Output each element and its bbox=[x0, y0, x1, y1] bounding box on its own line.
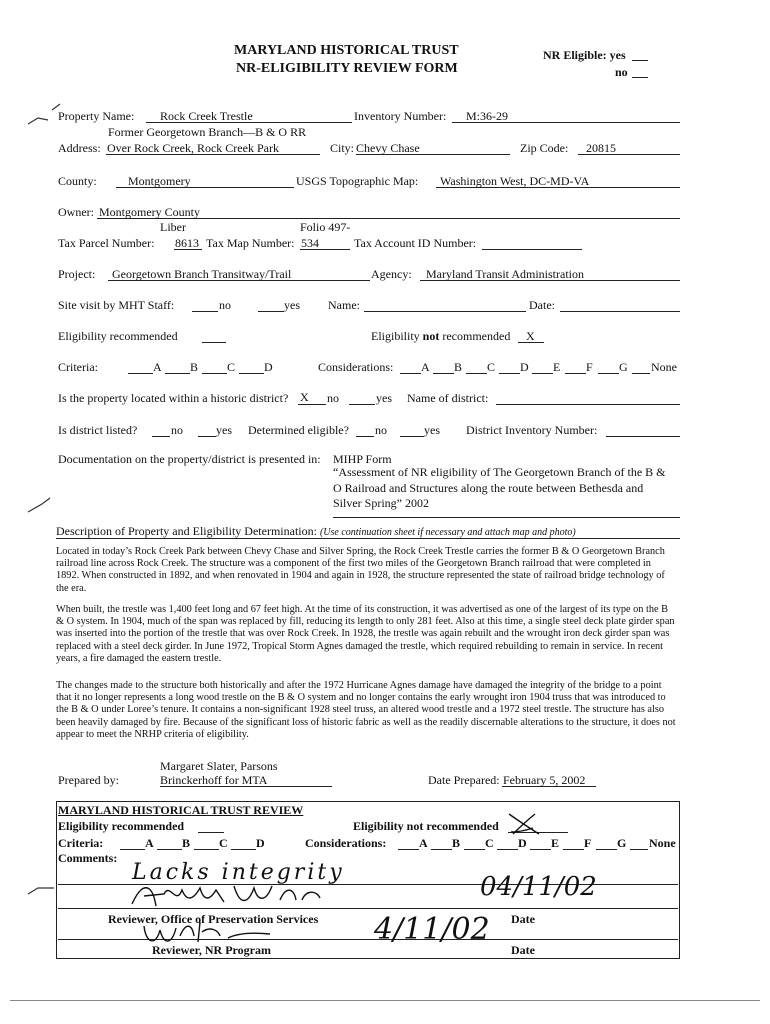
criteria-blank-a[interactable] bbox=[128, 373, 153, 374]
review-consideration-blank-d[interactable] bbox=[497, 849, 518, 850]
description-paragraph-2: When built, the trestle was 1,400 feet long and 67 feet high. At the time of its construction, it was advertised as one of the largest of its type on the B & O system. In 1904, much of the span was replaced by fill, reducing its length to only 281 feet. Also at this time, a single steel deck plate girder span was inserted into the portion of the trestle that was over Rock Creek. In 1928, the trestle was again rebuilt and the wrought iron deck girder span was replaced with a steel deck girder. In June 1972, Tropical Storm Agnes damaged the trestle, which required rebuilding to remain in service. In recent years, a fire damaged the eastern trestle. bbox=[56, 604, 675, 664]
usgs-map-label: USGS Topographic Map: bbox=[296, 174, 419, 188]
review-consideration-blank-c[interactable] bbox=[464, 849, 485, 850]
reviewer-date-handwritten: 04/11/02 bbox=[480, 872, 597, 902]
prepared-by-label: Prepared by: bbox=[58, 773, 119, 787]
city-value[interactable]: Chevy Chase bbox=[356, 141, 420, 155]
address-line bbox=[106, 154, 320, 155]
review-x-mark bbox=[505, 810, 545, 838]
district-name-line[interactable] bbox=[496, 404, 680, 405]
review-none-blank[interactable] bbox=[630, 849, 648, 850]
staff-name-line[interactable] bbox=[364, 311, 526, 312]
margin-mark bbox=[24, 100, 64, 130]
historic-district-no-line bbox=[298, 404, 326, 405]
handwritten-comment: Lacks integrity bbox=[132, 860, 345, 885]
inventory-number-label: Inventory Number: bbox=[354, 109, 447, 123]
review-eligibility-not-recommended: Eligibility not recommended bbox=[353, 819, 499, 833]
review-considerations-none: None bbox=[649, 836, 676, 850]
former-name: Former Georgetown Branch—B & O RR bbox=[108, 125, 307, 139]
consideration-b: B bbox=[454, 360, 463, 374]
visit-date-line[interactable] bbox=[560, 311, 680, 312]
eligibility-not-line bbox=[518, 342, 544, 343]
agency-value[interactable]: Maryland Transit Administration bbox=[426, 267, 585, 281]
address-value[interactable]: Over Rock Creek, Rock Creek Park bbox=[107, 141, 279, 155]
date-prepared-line bbox=[502, 786, 596, 787]
preparer-name-1: Margaret Slater, Parsons bbox=[160, 759, 278, 773]
date-prepared-value: February 5, 2002 bbox=[503, 773, 586, 787]
nr-eligible-no-label: no bbox=[615, 65, 628, 79]
review-consideration-blank-f[interactable] bbox=[563, 849, 584, 850]
review-criteria-d: D bbox=[256, 836, 265, 850]
site-visit-yes-blank[interactable] bbox=[258, 311, 284, 312]
form-title-1: MARYLAND HISTORICAL TRUST bbox=[234, 43, 459, 58]
tax-account-line[interactable] bbox=[482, 249, 582, 250]
criteria-d: D bbox=[264, 360, 273, 374]
usgs-line bbox=[436, 187, 680, 188]
agency-label: Agency: bbox=[371, 267, 412, 281]
documentation-label: Documentation on the property/district is presented in: bbox=[58, 452, 321, 466]
consideration-blank-b[interactable] bbox=[433, 373, 454, 374]
site-visit-no-blank[interactable] bbox=[192, 311, 218, 312]
owner-value[interactable]: Montgomery County bbox=[99, 205, 200, 219]
consideration-e: E bbox=[553, 360, 561, 374]
owner-label: Owner: bbox=[58, 205, 94, 219]
review-consideration-blank-e[interactable] bbox=[530, 849, 551, 850]
criteria-label: Criteria: bbox=[58, 360, 98, 374]
inventory-number-value[interactable]: M:36-29 bbox=[466, 109, 508, 123]
determined-eligible-label: Determined eligible? bbox=[248, 423, 349, 437]
historic-district-question: Is the property located within a historic district? bbox=[58, 391, 289, 405]
tax-parcel-value[interactable]: 8613 bbox=[175, 236, 199, 250]
tax-map-value[interactable]: 534 bbox=[301, 236, 319, 250]
eligibility-recommended-blank[interactable] bbox=[202, 342, 226, 343]
review-comments-label: Comments: bbox=[58, 851, 118, 865]
nr-yes-blank[interactable] bbox=[632, 60, 648, 61]
historic-district-yes: yes bbox=[376, 391, 392, 405]
folio-label: Folio 497- bbox=[300, 220, 351, 234]
review-consideration-blank-g[interactable] bbox=[596, 849, 617, 850]
visit-date-label: Date: bbox=[529, 298, 555, 312]
review-eligibility-recommended: Eligibility recommended bbox=[58, 819, 185, 833]
criteria-b: B bbox=[190, 360, 199, 374]
consideration-blank-g[interactable] bbox=[598, 373, 619, 374]
nr-reviewer-label: Reviewer, NR Program bbox=[152, 943, 271, 957]
review-consideration-c: C bbox=[485, 836, 494, 850]
project-label: Project: bbox=[58, 267, 96, 281]
margin-mark bbox=[24, 880, 60, 900]
usgs-map-value[interactable]: Washington West, DC-MD-VA bbox=[440, 174, 590, 188]
determined-yes-blank[interactable] bbox=[400, 436, 424, 437]
review-criteria-blank-c[interactable] bbox=[194, 849, 219, 850]
consideration-d: D bbox=[520, 360, 529, 374]
determined-no: no bbox=[375, 423, 387, 437]
determined-yes: yes bbox=[424, 423, 440, 437]
review-elig-rec-blank[interactable] bbox=[198, 832, 224, 833]
consideration-blank-a[interactable] bbox=[400, 373, 421, 374]
property-name-line bbox=[146, 122, 352, 123]
scan-bottom-edge bbox=[10, 1000, 760, 1001]
nr-reviewer-date-label: Date bbox=[511, 943, 535, 957]
inventory-line bbox=[452, 122, 680, 123]
documentation-line-1: MIHP Form bbox=[333, 452, 392, 466]
tax-map-label: Tax Map Number: bbox=[206, 236, 295, 250]
tax-parcel-label: Tax Parcel Number: bbox=[58, 236, 155, 250]
tax-parcel-line bbox=[174, 249, 202, 250]
review-consideration-f: F bbox=[584, 836, 592, 850]
review-consideration-g: G bbox=[617, 836, 627, 850]
liber-label: Liber bbox=[160, 220, 186, 234]
documentation-line-4: Silver Spring” 2002 bbox=[333, 496, 429, 510]
review-criteria-blank-a[interactable] bbox=[120, 849, 145, 850]
description-heading: Description of Property and Eligibility Determination: (Use continuation sheet if necessary and attach map and photo) bbox=[56, 524, 576, 538]
city-line bbox=[356, 154, 510, 155]
district-inventory-line[interactable] bbox=[606, 436, 680, 437]
review-heading: MARYLAND HISTORICAL TRUST REVIEW bbox=[58, 803, 304, 817]
criteria-blank-b[interactable] bbox=[165, 373, 190, 374]
considerations-none: None bbox=[651, 360, 677, 374]
review-consideration-blank-b[interactable] bbox=[431, 849, 452, 850]
nr-no-blank[interactable] bbox=[632, 77, 648, 78]
staff-name-label: Name: bbox=[328, 298, 360, 312]
nr-eligible-yes-label: NR Eligible: yes bbox=[543, 48, 626, 62]
site-visit-no: no bbox=[219, 298, 231, 312]
review-criteria-c: C bbox=[219, 836, 228, 850]
criteria-c: C bbox=[227, 360, 236, 374]
form-title-2: NR-ELIGIBILITY REVIEW FORM bbox=[236, 61, 458, 76]
criteria-a: A bbox=[153, 360, 162, 374]
eligibility-recommended-label: Eligibility recommended bbox=[58, 329, 178, 343]
address-label: Address: bbox=[58, 141, 101, 155]
reviewer-ops-date-label: Date bbox=[511, 912, 535, 926]
historic-district-no-mark[interactable]: X bbox=[300, 390, 309, 404]
review-criteria-blank-d[interactable] bbox=[231, 849, 256, 850]
description-paragraph-3: The changes made to the structure both historically and after the 1972 Hurricane Agnes damage have damaged the integrity of the bridge to a point that it no longer represents a long wood trestle on the B & O system and no longer contains the early wrought iron 1904 truss that was introduced to the B & O under Loree’s tenure. It contains a non-significant 1928 steel truss, an altered wood trestle and a 1972 steel trestle. The structure has also been heavily damaged by fire. Because of the significant loss of historic fabric as well as the readily discernable alterations to the structure, it does not appear to meet the NRHP criteria of eligibility. bbox=[56, 680, 676, 740]
city-label: City: bbox=[330, 141, 355, 155]
site-visit-label: Site visit by MHT Staff: bbox=[58, 298, 175, 312]
eligibility-not-recommended-mark[interactable]: X bbox=[526, 329, 535, 343]
county-line bbox=[116, 187, 294, 188]
nr-date-handwritten: 4/11/02 bbox=[374, 912, 490, 947]
review-consideration-b: B bbox=[452, 836, 461, 850]
considerations-label: Considerations: bbox=[318, 360, 394, 374]
property-name-label: Property Name: bbox=[58, 109, 135, 123]
margin-mark bbox=[24, 494, 54, 518]
consideration-blank-e[interactable] bbox=[532, 373, 553, 374]
district-name-label: Name of district: bbox=[407, 391, 489, 405]
consideration-f: F bbox=[586, 360, 593, 374]
consideration-c: C bbox=[487, 360, 496, 374]
zip-label: Zip Code: bbox=[520, 141, 569, 155]
historic-district-yes-blank[interactable] bbox=[349, 404, 375, 405]
reviewer-signature bbox=[130, 880, 330, 910]
review-consideration-e: E bbox=[551, 836, 560, 850]
district-listed-no-blank[interactable] bbox=[152, 436, 170, 437]
documentation-line-3: O Railroad and Structures along the route between Bethesda and bbox=[333, 481, 644, 495]
reviewer-ops-label: Reviewer, Office of Preservation Services bbox=[108, 912, 319, 926]
owner-line bbox=[97, 218, 680, 219]
criteria-blank-d[interactable] bbox=[239, 373, 264, 374]
description-paragraph-1: Located in today’s Rock Creek Park between Chevy Chase and Silver Spring, the Rock Creek Trestle carries the former B & O Georgetown Branch railroad line across Rock Creek. The structure was a component of the first two miles of the Georgetown Branch railroad that were completed in 1892. When constructed in 1892, and when renovated in 1904 and again in 1928, the structure represented the state of railroad bridge technology of the era. bbox=[56, 546, 665, 594]
documentation-line-2: “Assessment of NR eligibility of The Georgetown Branch of the B & bbox=[333, 465, 666, 479]
consideration-blank-d[interactable] bbox=[499, 373, 520, 374]
tax-account-label: Tax Account ID Number: bbox=[354, 236, 477, 250]
review-criteria-a: A bbox=[145, 836, 154, 850]
property-name-value[interactable]: Rock Creek Trestle bbox=[160, 109, 253, 123]
preparer-line bbox=[160, 786, 332, 787]
documentation-rule bbox=[333, 517, 680, 518]
date-prepared-label: Date Prepared: bbox=[428, 773, 500, 787]
district-listed-yes-blank[interactable] bbox=[198, 436, 216, 437]
tax-map-line bbox=[300, 249, 350, 250]
consideration-blank-f[interactable] bbox=[565, 373, 586, 374]
county-label: County: bbox=[58, 174, 97, 188]
review-criteria-b: B bbox=[182, 836, 191, 850]
project-line bbox=[108, 280, 370, 281]
preparer-name-2: Brinckerhoff for MTA bbox=[160, 773, 268, 787]
consideration-a: A bbox=[421, 360, 430, 374]
district-listed-yes: yes bbox=[216, 423, 232, 437]
review-criteria-label: Criteria: bbox=[58, 836, 104, 850]
description-heading-rule bbox=[56, 538, 680, 539]
determined-no-blank[interactable] bbox=[356, 436, 374, 437]
consideration-g: G bbox=[619, 360, 628, 374]
eligibility-not-recommended-label: Eligibility not recommended bbox=[371, 329, 511, 343]
district-listed-no: no bbox=[171, 423, 183, 437]
district-listed-question: Is district listed? bbox=[58, 423, 138, 437]
zip-line bbox=[578, 154, 680, 155]
historic-district-no: no bbox=[327, 391, 339, 405]
project-value[interactable]: Georgetown Branch Transitway/Trail bbox=[112, 267, 292, 281]
review-consideration-d: D bbox=[518, 836, 527, 850]
review-criteria-blank-b[interactable] bbox=[157, 849, 182, 850]
county-value[interactable]: Montgomery bbox=[128, 174, 191, 188]
consideration-blank-c[interactable] bbox=[466, 373, 487, 374]
criteria-blank-c[interactable] bbox=[202, 373, 227, 374]
district-inventory-label: District Inventory Number: bbox=[466, 423, 598, 437]
review-consideration-a: A bbox=[419, 836, 428, 850]
review-considerations-label: Considerations: bbox=[305, 836, 387, 850]
agency-line bbox=[420, 280, 680, 281]
review-consideration-blank-a[interactable] bbox=[398, 849, 419, 850]
zip-value[interactable]: 20815 bbox=[586, 141, 616, 155]
site-visit-yes: yes bbox=[284, 298, 300, 312]
none-blank[interactable] bbox=[632, 373, 650, 374]
